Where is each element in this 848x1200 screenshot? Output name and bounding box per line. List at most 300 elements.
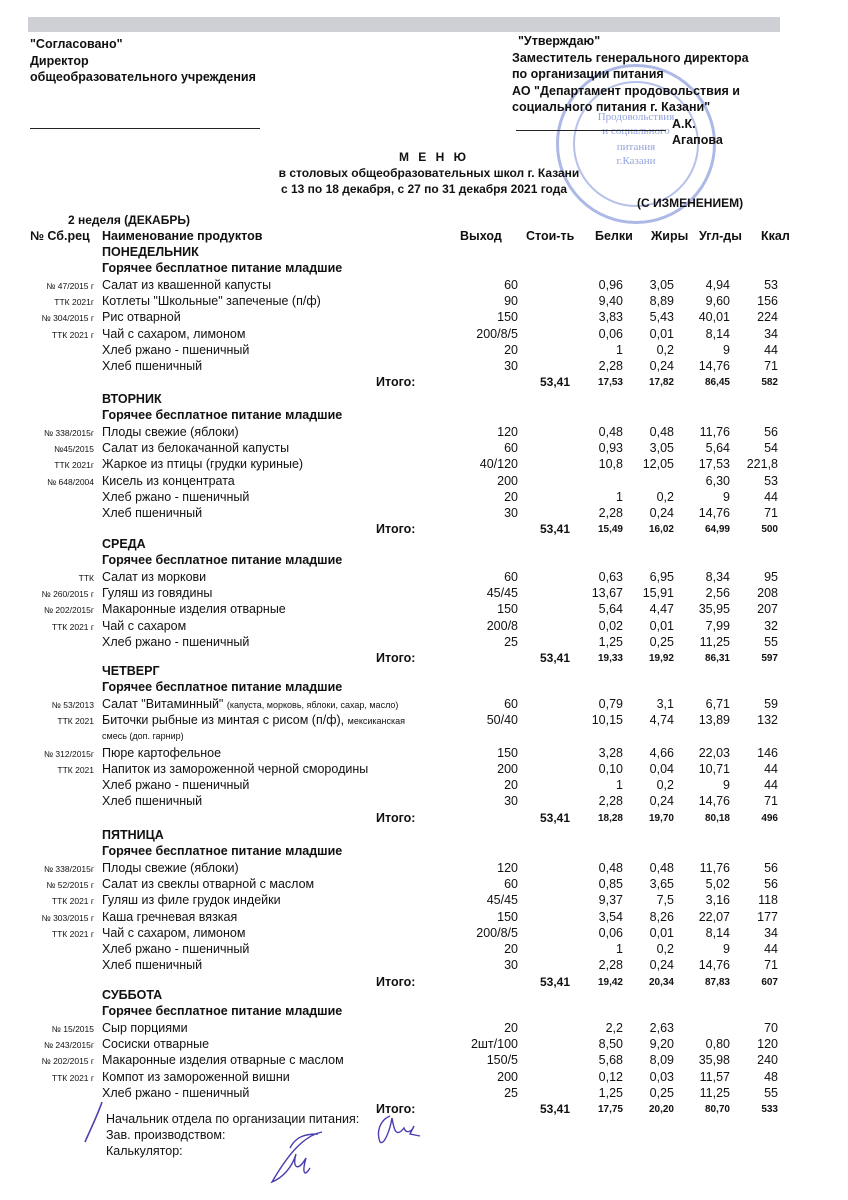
carbs-value: 8,34	[705, 569, 730, 584]
total-cost: 53,41	[539, 1102, 570, 1117]
yield-value: 30	[504, 958, 518, 973]
recipe-code: ТТК 2021	[57, 764, 94, 775]
dish-name	[102, 278, 271, 292]
protein-value: 0,63	[598, 569, 623, 584]
approval-left-block	[30, 36, 256, 86]
carbs-value: 35,98	[698, 1053, 730, 1068]
yield-value: 200/8/5	[476, 326, 518, 341]
dish-name	[102, 310, 181, 324]
protein-value: 10,8	[598, 457, 623, 472]
recipe-code: ТТК 2021 г	[51, 621, 94, 632]
carbs-value: 9	[723, 342, 730, 357]
yield-value: 200/8	[486, 618, 518, 633]
kcal-value: 71	[764, 958, 778, 973]
dish-name	[102, 1021, 188, 1035]
table-row	[0, 602, 848, 618]
dish-name	[102, 635, 249, 649]
fat-value: 3,05	[649, 440, 674, 455]
recipe-code: ТТК 2021 г	[51, 896, 94, 907]
dish-name-text: Салат из квашенной капусты	[102, 277, 272, 292]
yield-value: 45/45	[486, 893, 518, 908]
table-row	[0, 713, 848, 729]
signature-icon	[262, 1128, 332, 1188]
recipe-code: ТТК 2021 г	[51, 329, 94, 340]
protein-value: 3,83	[598, 310, 623, 325]
approval-right-block	[512, 33, 749, 147]
dish-name	[102, 359, 202, 373]
table-row	[0, 1021, 848, 1037]
total-carbs: 64,99	[704, 524, 730, 536]
kcal-value: 44	[764, 761, 778, 776]
total-fat: 19,70	[648, 812, 674, 824]
dish-name-text: Компот из замороженной вишни	[102, 1069, 290, 1084]
signature-mark-icon	[80, 1098, 110, 1148]
dish-name-text: Плоды свежие (яблоки)	[102, 860, 239, 875]
dish-note: (капуста, морковь, яблоки, сахар, масло)	[226, 699, 399, 710]
carbs-value: 11,76	[699, 424, 730, 439]
dish-name	[102, 1070, 290, 1084]
yield-value: 150	[497, 310, 518, 325]
protein-value: 3,28	[598, 745, 623, 760]
protein-value: 9,40	[598, 293, 623, 308]
carbs-value: 14,76	[698, 506, 730, 521]
fat-value: 8,89	[649, 293, 674, 308]
protein-value: 0,93	[598, 440, 623, 455]
carbs-value: 40,01	[698, 310, 730, 325]
recipe-code: № 202/2015 г	[41, 1056, 94, 1067]
approval-right-org: АО "Департамент продовольствия и	[512, 83, 740, 98]
meal-subtitle: Горячее бесплатное питание младшие	[102, 261, 343, 276]
day-heading: СРЕДА	[102, 537, 146, 551]
kcal-value: 55	[764, 634, 778, 649]
total-protein: 15,49	[597, 524, 623, 536]
table-row	[0, 877, 848, 893]
dish-name-text: Пюре картофельное	[102, 745, 222, 760]
carbs-value: 5,02	[705, 876, 730, 891]
yield-value: 150	[497, 602, 518, 617]
meal-subtitle: Горячее бесплатное питание младшие	[102, 1004, 343, 1019]
yield-value: 30	[504, 359, 518, 374]
carbs-value: 9	[723, 778, 730, 793]
table-row	[0, 926, 848, 942]
dish-name	[102, 861, 239, 875]
kcal-value: 207	[757, 602, 778, 617]
dish-name	[102, 926, 245, 940]
table-row	[0, 506, 848, 522]
dish-name-text: Хлеб ржано - пшеничный	[102, 489, 250, 504]
total-protein: 19,42	[597, 976, 623, 988]
yield-value: 60	[504, 876, 518, 891]
day-heading: ЧЕТВЕРГ	[102, 664, 160, 678]
dish-name-text: Салат из моркови	[102, 569, 207, 584]
fat-value: 0,01	[649, 326, 674, 341]
recipe-code: № 53/2013	[51, 699, 94, 710]
yield-value: 60	[504, 569, 518, 584]
yield-value: 20	[504, 1020, 518, 1035]
table-row	[0, 294, 848, 310]
carbs-value: 5,64	[705, 440, 730, 455]
kcal-value: 118	[758, 893, 778, 908]
stamp-text: Продовольствия	[597, 111, 675, 123]
dish-name	[102, 474, 235, 488]
approval-right-dept: по организации питания	[512, 67, 664, 81]
kcal-value: 224	[757, 310, 778, 325]
carbs-value: 11,25	[699, 1085, 730, 1100]
page-subtitle: в столовых общеобразовательных школ г. Казани	[278, 166, 580, 180]
yield-value: 30	[504, 506, 518, 521]
total-protein: 18,28	[597, 812, 623, 824]
yield-value: 50/40	[486, 712, 518, 727]
total-fat: 19,92	[648, 653, 674, 665]
footer-head-of-dept: Начальник отдела по организации питания:	[106, 1112, 360, 1126]
total-carbs: 86,31	[704, 653, 730, 665]
yield-value: 30	[504, 794, 518, 809]
protein-value: 2,28	[598, 506, 623, 521]
dish-note: смесь (доп. гарнир)	[102, 731, 184, 742]
table-row	[0, 746, 848, 762]
total-label: Итого:	[376, 810, 416, 825]
carbs-value: 9	[723, 942, 730, 957]
protein-value: 2,2	[605, 1020, 623, 1035]
yield-value: 25	[504, 1085, 518, 1100]
yield-value: 25	[504, 634, 518, 649]
total-kcal: 607	[761, 976, 778, 988]
footer-calculator: Калькулятор:	[106, 1144, 183, 1158]
fat-value: 0,2	[656, 342, 674, 357]
protein-value: 1,25	[598, 1085, 623, 1100]
dish-name-text: Хлеб пшеничный	[102, 359, 203, 374]
table-row	[0, 958, 848, 974]
kcal-value: 32	[764, 618, 778, 633]
fat-value: 0,2	[656, 942, 674, 957]
fat-value: 15,91	[642, 585, 674, 600]
dish-name-text: Салат "Витаминный"	[102, 696, 224, 711]
kcal-value: 53	[764, 277, 778, 292]
carbs-value: 11,25	[699, 634, 730, 649]
total-kcal: 500	[761, 524, 778, 536]
yield-value: 20	[504, 942, 518, 957]
dish-name	[102, 343, 249, 357]
kcal-value: 71	[764, 506, 778, 521]
dish-name-text: Жаркое из птицы (грудки куриные)	[102, 457, 304, 472]
fat-value: 0,48	[649, 860, 674, 875]
total-cost: 53,41	[539, 522, 570, 537]
day-heading: ПОНЕДЕЛЬНИК	[102, 245, 199, 259]
carbs-value: 8,14	[705, 326, 730, 341]
kcal-value: 120	[757, 1036, 778, 1051]
table-row	[0, 441, 848, 457]
total-kcal: 597	[761, 653, 778, 665]
fat-value: 0,24	[649, 958, 674, 973]
protein-value: 10,15	[591, 712, 623, 727]
total-carbs: 87,83	[704, 976, 730, 988]
table-row	[0, 910, 848, 926]
total-carbs: 86,45	[704, 377, 730, 389]
approval-left-signature-line	[30, 128, 260, 129]
dish-name-text: Кисель из концентрата	[102, 473, 235, 488]
recipe-code: №45/2015	[54, 443, 94, 454]
protein-value: 1	[616, 778, 623, 793]
recipe-code: № 648/2004	[47, 476, 94, 487]
dish-name	[102, 490, 249, 504]
col-header-cost: Стои-ть	[526, 229, 575, 243]
carbs-value: 2,56	[705, 585, 730, 600]
stamp-text: г.Казани	[616, 155, 656, 167]
kcal-value: 71	[764, 359, 778, 374]
table-row	[0, 1070, 848, 1086]
fat-value: 12,05	[642, 457, 674, 472]
protein-value: 0,96	[598, 277, 623, 292]
table-row	[0, 1037, 848, 1053]
dish-name	[102, 794, 202, 808]
protein-value: 1	[616, 489, 623, 504]
table-row	[0, 327, 848, 343]
dish-name	[102, 441, 289, 455]
recipe-code: № 338/2015г	[43, 863, 94, 874]
changed-note: (С ИЗМЕНЕНИЕМ)	[637, 196, 744, 210]
scan-header-bar	[28, 17, 780, 32]
total-carbs: 80,70	[704, 1104, 730, 1116]
fat-value: 0,24	[649, 359, 674, 374]
recipe-code: № 303/2015 г	[41, 912, 94, 923]
fat-value: 8,09	[649, 1053, 674, 1068]
dish-name	[102, 425, 239, 439]
fat-value: 9,20	[649, 1036, 674, 1051]
table-row	[0, 697, 848, 713]
carbs-value: 14,76	[698, 794, 730, 809]
table-row	[0, 425, 848, 441]
table-row	[0, 457, 848, 473]
yield-value: 200	[497, 473, 518, 488]
fat-value: 0,25	[649, 634, 674, 649]
carbs-value: 14,76	[698, 958, 730, 973]
protein-value: 5,64	[598, 602, 623, 617]
dish-name	[102, 294, 321, 308]
table-row	[0, 310, 848, 326]
carbs-value: 17,53	[698, 457, 730, 472]
recipe-code: ТТК 2021 г	[51, 1072, 94, 1083]
dish-name	[102, 1053, 344, 1067]
yield-value: 20	[504, 489, 518, 504]
recipe-code: № 304/2015 г	[41, 313, 94, 324]
recipe-code: ТТК 2021г	[54, 460, 94, 471]
fat-value: 4,74	[649, 712, 674, 727]
carbs-value: 14,76	[698, 359, 730, 374]
dish-name	[102, 958, 202, 972]
total-fat: 20,20	[648, 1104, 674, 1116]
dish-name-text: Чай с сахаром, лимоном	[102, 925, 246, 940]
carbs-value: 6,71	[705, 696, 730, 711]
week-label: 2 неделя (ДЕКАБРЬ)	[68, 213, 190, 227]
fat-value: 3,1	[656, 696, 674, 711]
fat-value: 0,01	[649, 925, 674, 940]
recipe-code: № 47/2015 г	[46, 280, 94, 291]
total-kcal: 496	[761, 812, 778, 824]
col-header-yield: Выход	[460, 229, 502, 243]
total-protein: 19,33	[597, 653, 623, 665]
kcal-value: 54	[764, 440, 778, 455]
stamp-text: питания	[616, 141, 656, 153]
dish-name-text: Сосиски отварные	[102, 1036, 210, 1051]
kcal-value: 44	[764, 342, 778, 357]
dish-name-text: Сыр порциями	[102, 1020, 188, 1035]
total-protein: 17,53	[597, 377, 623, 389]
table-row	[0, 762, 848, 778]
yield-value: 60	[504, 696, 518, 711]
total-row	[0, 811, 848, 827]
dish-name	[102, 457, 303, 471]
table-row	[0, 343, 848, 359]
fat-value: 0,03	[649, 1069, 674, 1084]
recipe-code: ТТК 2021г	[54, 296, 94, 307]
table-row	[0, 1053, 848, 1069]
yield-value: 20	[504, 778, 518, 793]
dish-name-text: Каша гречневая вязкая	[102, 909, 238, 924]
table-row	[0, 490, 848, 506]
dish-name-text: Котлеты "Школьные" запеченые (п/ф)	[102, 293, 321, 308]
total-kcal: 533	[761, 1104, 778, 1116]
col-header-kcal: Ккал	[761, 229, 790, 243]
kcal-value: 156	[757, 293, 778, 308]
dish-name-text: Салат из белокачанной капусты	[102, 440, 290, 455]
carbs-value: 11,57	[699, 1069, 730, 1084]
table-row	[0, 893, 848, 909]
carbs-value: 11,76	[699, 860, 730, 875]
table-row-continuation	[0, 728, 848, 744]
fat-value: 0,04	[649, 761, 674, 776]
approval-left-position: Директор	[30, 53, 89, 68]
dish-name	[102, 327, 245, 341]
signer-name: А.К. Агапова	[672, 116, 723, 147]
dish-name-text: Биточки рыбные из минтая с рисом (п/ф),	[102, 712, 345, 727]
protein-value: 0,12	[598, 1069, 623, 1084]
carbs-value: 4,94	[705, 277, 730, 292]
protein-value: 9,37	[598, 893, 623, 908]
carbs-value: 10,71	[698, 761, 730, 776]
total-cost: 53,41	[539, 974, 570, 989]
table-row	[0, 942, 848, 958]
table-row	[0, 1086, 848, 1102]
yield-value: 150	[497, 909, 518, 924]
dish-name	[102, 619, 186, 633]
recipe-code: № 15/2015	[51, 1023, 94, 1034]
total-row	[0, 375, 848, 391]
dish-name-text: Хлеб пшеничный	[102, 794, 203, 809]
dish-name-text: Салат из свеклы отварной с маслом	[102, 876, 315, 891]
fat-value: 0,24	[649, 506, 674, 521]
yield-value: 2шт/100	[470, 1036, 518, 1051]
fat-value: 4,66	[649, 745, 674, 760]
page-date-range: с 13 по 18 декабря, с 27 по 31 декабря 2021 года	[280, 182, 567, 196]
kcal-value: 53	[764, 473, 778, 488]
kcal-value: 56	[764, 860, 778, 875]
yield-value: 200	[497, 761, 518, 776]
fat-value: 7,5	[656, 893, 674, 908]
kcal-value: 132	[757, 712, 778, 727]
dish-name-text: Макаронные изделия отварные с маслом	[102, 1053, 344, 1068]
fat-value: 0,25	[649, 1085, 674, 1100]
dish-name-text: Плоды свежие (яблоки)	[102, 424, 239, 439]
total-cost: 53,41	[539, 810, 570, 825]
total-label: Итого:	[376, 651, 416, 666]
footer-production-manager: Зав. производством:	[106, 1128, 226, 1142]
protein-value: 0,10	[598, 761, 623, 776]
dish-name	[102, 697, 398, 711]
total-label: Итого:	[376, 1102, 416, 1117]
recipe-code: № 260/2015 г	[41, 588, 94, 599]
protein-value: 2,28	[598, 794, 623, 809]
page-title: М Е Н Ю	[398, 150, 470, 164]
total-cost: 53,41	[539, 375, 570, 390]
dish-name	[102, 1086, 249, 1100]
protein-value: 0,48	[598, 860, 623, 875]
recipe-code: № 338/2015г	[43, 427, 94, 438]
protein-value: 5,68	[598, 1053, 623, 1068]
dish-name-text: Хлеб ржано - пшеничный	[102, 1085, 250, 1100]
dish-name	[102, 762, 368, 776]
carbs-value: 7,99	[705, 618, 730, 633]
carbs-value: 8,14	[705, 925, 730, 940]
protein-value: 0,02	[598, 618, 623, 633]
carbs-value: 22,07	[698, 909, 730, 924]
dish-name-text: Гуляш из говядины	[102, 585, 213, 600]
dish-name-text: Хлеб пшеничный	[102, 506, 203, 521]
fat-value: 5,43	[649, 310, 674, 325]
dish-name-text: Рис отварной	[102, 310, 181, 325]
dish-name-text: Хлеб пшеничный	[102, 958, 203, 973]
fat-value: 6,95	[649, 569, 674, 584]
kcal-value: 146	[757, 745, 778, 760]
approval-right-org-2: социального питания г. Казани"	[512, 100, 711, 114]
recipe-code: № 52/2015 г	[46, 879, 94, 890]
dish-note-continued	[102, 728, 184, 742]
kcal-value: 240	[757, 1053, 778, 1068]
table-row	[0, 586, 848, 602]
carbs-value: 6,30	[705, 473, 730, 488]
dish-name-text: Хлеб ржано - пшеничный	[102, 942, 250, 957]
carbs-value: 3,16	[705, 893, 730, 908]
total-cost: 53,41	[539, 651, 570, 666]
protein-value: 13,67	[591, 585, 623, 600]
fat-value: 0,24	[649, 794, 674, 809]
protein-value: 3,54	[598, 909, 623, 924]
protein-value: 0,06	[598, 326, 623, 341]
carbs-value: 13,89	[698, 712, 730, 727]
yield-value: 150	[497, 745, 518, 760]
meal-subtitle: Горячее бесплатное питание младшие	[102, 680, 343, 695]
recipe-code: ТТК 2021 г	[51, 928, 94, 939]
yield-value: 60	[504, 440, 518, 455]
kcal-value: 56	[764, 876, 778, 891]
dish-name	[102, 570, 206, 584]
protein-value: 1,25	[598, 634, 623, 649]
total-label: Итого:	[376, 375, 416, 390]
fat-value: 0,2	[656, 778, 674, 793]
protein-value: 2,28	[598, 359, 623, 374]
total-kcal: 582	[761, 377, 778, 389]
total-label: Итого:	[376, 974, 416, 989]
kcal-value: 44	[764, 778, 778, 793]
meal-subtitle: Горячее бесплатное питание младшие	[102, 844, 343, 859]
yield-value: 200	[497, 1069, 518, 1084]
total-protein: 17,75	[597, 1104, 623, 1116]
dish-name-text: Чай с сахаром	[102, 618, 187, 633]
table-row	[0, 474, 848, 490]
yield-value: 120	[497, 424, 518, 439]
dish-name	[102, 602, 286, 616]
total-row	[0, 522, 848, 538]
kcal-value: 44	[764, 942, 778, 957]
